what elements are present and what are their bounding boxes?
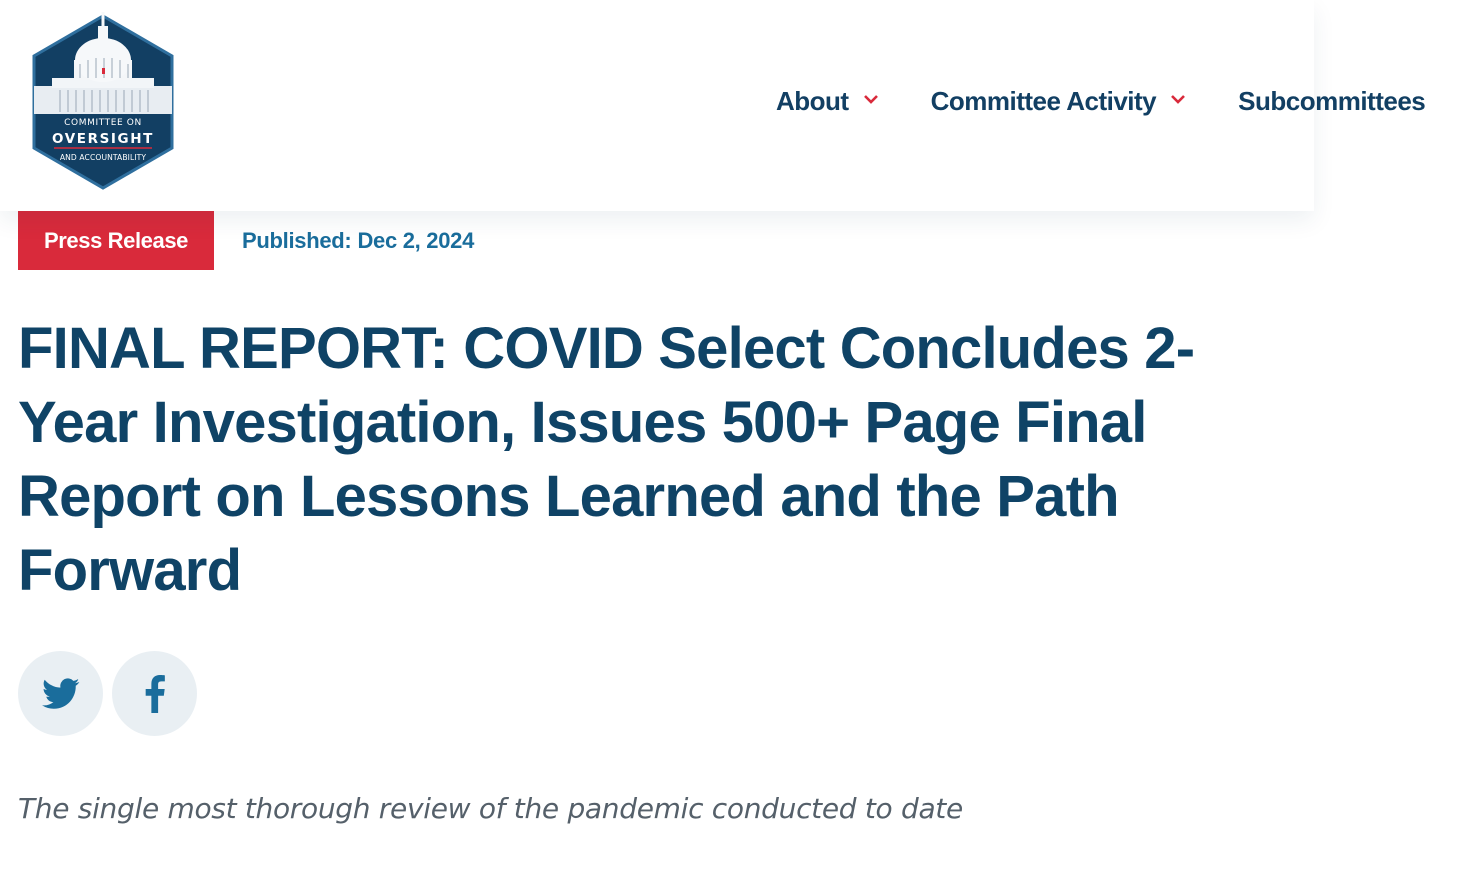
nav-item-about[interactable] (776, 86, 879, 117)
published-date (242, 228, 474, 254)
svg-text:COMMITTEE ON: COMMITTEE ON (64, 118, 142, 128)
nav-item-subcommittees[interactable] (1238, 86, 1425, 117)
twitter-share-button[interactable] (18, 651, 103, 736)
capitol-seal-icon (30, 8, 176, 194)
article-subtitle: The single most thorough review of the pandemic conducted to date (18, 792, 963, 825)
committee-logo[interactable] (30, 8, 176, 194)
nav-item-committee-activity[interactable] (931, 86, 1187, 117)
twitter-icon (42, 678, 80, 710)
chevron-down-icon (1170, 93, 1186, 105)
nav-item-label: About (776, 86, 849, 116)
published-label: Published: (242, 227, 352, 253)
press-release-badge[interactable]: Press Release (18, 211, 214, 270)
facebook-share-button[interactable] (112, 651, 197, 736)
nav-item-label: Committee Activity (930, 86, 1157, 116)
site-header (0, 0, 1426, 211)
facebook-icon (143, 675, 167, 713)
page-title: FINAL REPORT: COVID Select Concludes 2-Year Investigation, Issues 500+ Page Final Report on Lessons Learned and the Path Forward (18, 316, 1195, 603)
share-buttons (18, 651, 206, 736)
published-value: Dec 2, 2024 (357, 227, 475, 253)
nav-item-label: Subcommittees (1238, 86, 1426, 116)
svg-text:OVERSIGHT: OVERSIGHT (52, 131, 154, 147)
chevron-down-icon (863, 93, 879, 105)
article-meta (18, 211, 474, 270)
main-nav (776, 86, 1477, 117)
svg-text:AND ACCOUNTABILITY: AND ACCOUNTABILITY (59, 153, 147, 162)
